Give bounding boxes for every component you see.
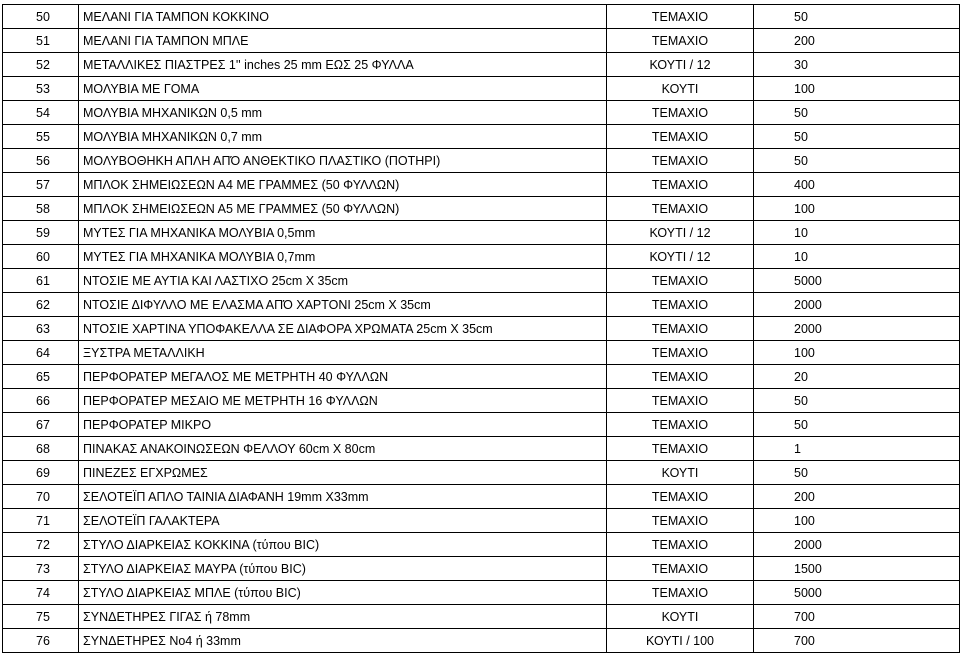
table-row <box>3 245 960 269</box>
item-description-cell: ΜΕΛΑΝΙ ΓΙΑ ΤΑΜΠΟΝ ΜΠΛΕ <box>79 29 607 53</box>
row-number-cell: 71 <box>3 509 79 533</box>
table-row <box>3 341 960 365</box>
row-number-cell: 58 <box>3 197 79 221</box>
table-row <box>3 317 960 341</box>
item-description-cell: ΜΟΛΥΒΙΑ ΜΕ ΓΟΜΑ <box>79 77 607 101</box>
unit-cell: ΤΕΜΑΧΙΟ <box>607 437 754 461</box>
unit-cell: ΤΕΜΑΧΙΟ <box>607 125 754 149</box>
row-number-cell: 68 <box>3 437 79 461</box>
unit-cell: ΤΕΜΑΧΙΟ <box>607 389 754 413</box>
quantity-cell: 1500 <box>754 557 960 581</box>
row-number-cell: 63 <box>3 317 79 341</box>
unit-cell: ΤΕΜΑΧΙΟ <box>607 101 754 125</box>
unit-cell: ΚΟΥΤΙ / 12 <box>607 221 754 245</box>
quantity-cell: 5000 <box>754 581 960 605</box>
quantity-cell: 50 <box>754 5 960 29</box>
table-row <box>3 101 960 125</box>
table-row <box>3 149 960 173</box>
item-description-cell: ΝΤΟΣΙΕ ΜΕ ΑΥΤΙΑ ΚΑΙ ΛΑΣΤΙΧΟ 25cm X 35cm <box>79 269 607 293</box>
table-row <box>3 437 960 461</box>
row-number-cell: 54 <box>3 101 79 125</box>
row-number-cell: 55 <box>3 125 79 149</box>
item-description-cell: ΣΥΝΔΕΤΗΡΕΣ Νο4 ή 33mm <box>79 629 607 653</box>
quantity-cell: 100 <box>754 197 960 221</box>
row-number-cell: 69 <box>3 461 79 485</box>
item-description-cell: ΜΟΛΥΒΟΘΗΚΗ ΑΠΛΗ ΑΠΌ ΑΝΘΕΚΤΙΚΟ ΠΛΑΣΤΙΚΟ (ΠΟΤΗΡΙ) <box>79 149 607 173</box>
quantity-cell: 20 <box>754 365 960 389</box>
table-row <box>3 629 960 653</box>
quantity-cell: 100 <box>754 509 960 533</box>
quantity-cell: 2000 <box>754 533 960 557</box>
row-number-cell: 75 <box>3 605 79 629</box>
quantity-cell: 5000 <box>754 269 960 293</box>
unit-cell: ΤΕΜΑΧΙΟ <box>607 557 754 581</box>
unit-cell: ΤΕΜΑΧΙΟ <box>607 413 754 437</box>
table-row <box>3 173 960 197</box>
row-number-cell: 67 <box>3 413 79 437</box>
unit-cell: ΤΕΜΑΧΙΟ <box>607 5 754 29</box>
row-number-cell: 70 <box>3 485 79 509</box>
table-row <box>3 197 960 221</box>
row-number-cell: 74 <box>3 581 79 605</box>
item-description-cell: ΜΕΤΑΛΛΙΚΕΣ ΠΙΑΣΤΡΕΣ 1'' inches 25 mm ΕΩΣ 25 ΦΥΛΛΑ <box>79 53 607 77</box>
item-description-cell: ΣΤΥΛΟ ΔΙΑΡΚΕΙΑΣ ΚΟΚΚΙΝΑ (τύπου BIC) <box>79 533 607 557</box>
item-description-cell: ΠΙΝΕΖΕΣ ΕΓΧΡΩΜΕΣ <box>79 461 607 485</box>
row-number-cell: 52 <box>3 53 79 77</box>
row-number-cell: 57 <box>3 173 79 197</box>
table-row <box>3 389 960 413</box>
table-row <box>3 485 960 509</box>
quantity-cell: 10 <box>754 245 960 269</box>
row-number-cell: 62 <box>3 293 79 317</box>
quantity-cell: 2000 <box>754 317 960 341</box>
unit-cell: ΤΕΜΑΧΙΟ <box>607 509 754 533</box>
item-description-cell: ΜΠΛΟΚ ΣΗΜΕΙΩΣΕΩΝ Α4 ΜΕ ΓΡΑΜΜΕΣ (50 ΦΥΛΛΩΝ) <box>79 173 607 197</box>
item-description-cell: ΜΕΛΑΝΙ ΓΙΑ ΤΑΜΠΟΝ ΚΟΚΚΙΝΟ <box>79 5 607 29</box>
unit-cell: ΤΕΜΑΧΙΟ <box>607 533 754 557</box>
quantity-cell: 2000 <box>754 293 960 317</box>
table-row <box>3 365 960 389</box>
row-number-cell: 76 <box>3 629 79 653</box>
quantity-cell: 200 <box>754 29 960 53</box>
item-description-cell: ΠΕΡΦΟΡΑΤΕΡ ΜΙΚΡΟ <box>79 413 607 437</box>
item-description-cell: ΝΤΟΣΙΕ ΧΑΡΤΙΝΑ ΥΠΟΦΑΚΕΛΛΑ ΣΕ ΔΙΑΦΟΡΑ ΧΡΩΜΑΤΑ 25cm X 35cm <box>79 317 607 341</box>
quantity-cell: 50 <box>754 389 960 413</box>
unit-cell: ΚΟΥΤΙ <box>607 461 754 485</box>
unit-cell: ΚΟΥΤΙ <box>607 605 754 629</box>
unit-cell: ΚΟΥΤΙ / 12 <box>607 53 754 77</box>
item-description-cell: ΝΤΟΣΙΕ ΔΙΦΥΛΛΟ ΜΕ ΕΛΑΣΜΑ ΑΠΌ ΧΑΡΤΟΝΙ 25cm X 35cm <box>79 293 607 317</box>
item-description-cell: ΣΕΛΟΤΕΪΠ ΑΠΛΟ ΤΑΙΝΙΑ ΔΙΑΦΑΝΗ 19mm X33mm <box>79 485 607 509</box>
item-description-cell: ΜΠΛΟΚ ΣΗΜΕΙΩΣΕΩΝ Α5 ΜΕ ΓΡΑΜΜΕΣ (50 ΦΥΛΛΩΝ) <box>79 197 607 221</box>
item-description-cell: ΣΤΥΛΟ ΔΙΑΡΚΕΙΑΣ ΜΑΥΡΑ (τύπου BIC) <box>79 557 607 581</box>
table-row <box>3 53 960 77</box>
quantity-cell: 50 <box>754 413 960 437</box>
unit-cell: ΤΕΜΑΧΙΟ <box>607 317 754 341</box>
unit-cell: ΤΕΜΑΧΙΟ <box>607 365 754 389</box>
unit-cell: ΤΕΜΑΧΙΟ <box>607 485 754 509</box>
quantity-cell: 30 <box>754 53 960 77</box>
row-number-cell: 65 <box>3 365 79 389</box>
table-row <box>3 509 960 533</box>
table-row <box>3 29 960 53</box>
table-row <box>3 581 960 605</box>
table-row <box>3 5 960 29</box>
quantity-cell: 50 <box>754 149 960 173</box>
row-number-cell: 53 <box>3 77 79 101</box>
row-number-cell: 64 <box>3 341 79 365</box>
item-description-cell: ΣΕΛΟΤΕΪΠ ΓΑΛΑΚΤΕΡΑ <box>79 509 607 533</box>
quantity-cell: 700 <box>754 629 960 653</box>
unit-cell: ΤΕΜΑΧΙΟ <box>607 197 754 221</box>
quantity-cell: 100 <box>754 341 960 365</box>
table-row <box>3 413 960 437</box>
unit-cell: ΤΕΜΑΧΙΟ <box>607 173 754 197</box>
row-number-cell: 66 <box>3 389 79 413</box>
row-number-cell: 73 <box>3 557 79 581</box>
items-table-body <box>3 5 960 653</box>
unit-cell: ΚΟΥΤΙ <box>607 77 754 101</box>
item-description-cell: ΣΤΥΛΟ ΔΙΑΡΚΕΙΑΣ ΜΠΛΕ (τύπου BIC) <box>79 581 607 605</box>
row-number-cell: 59 <box>3 221 79 245</box>
item-description-cell: ΜΥΤΕΣ ΓΙΑ ΜΗΧΑΝΙΚΑ ΜΟΛΥΒΙΑ 0,5mm <box>79 221 607 245</box>
quantity-cell: 50 <box>754 101 960 125</box>
item-description-cell: ΞΥΣΤΡΑ ΜΕΤΑΛΛΙΚΗ <box>79 341 607 365</box>
row-number-cell: 51 <box>3 29 79 53</box>
items-table <box>2 4 960 653</box>
unit-cell: ΤΕΜΑΧΙΟ <box>607 29 754 53</box>
item-description-cell: ΠΕΡΦΟΡΑΤΕΡ ΜΕΣΑΙΟ ΜΕ ΜΕΤΡΗΤΗ 16 ΦΥΛΛΩΝ <box>79 389 607 413</box>
item-description-cell: ΣΥΝΔΕΤΗΡΕΣ ΓΙΓΑΣ ή 78mm <box>79 605 607 629</box>
quantity-cell: 400 <box>754 173 960 197</box>
unit-cell: ΤΕΜΑΧΙΟ <box>607 581 754 605</box>
item-description-cell: ΠΙΝΑΚΑΣ ΑΝΑΚΟΙΝΩΣΕΩΝ ΦΕΛΛΟΥ 60cm X 80cm <box>79 437 607 461</box>
quantity-cell: 50 <box>754 125 960 149</box>
item-description-cell: ΠΕΡΦΟΡΑΤΕΡ ΜΕΓΑΛΟΣ ΜΕ ΜΕΤΡΗΤΗ 40 ΦΥΛΛΩΝ <box>79 365 607 389</box>
table-row <box>3 125 960 149</box>
table-row <box>3 221 960 245</box>
table-row <box>3 605 960 629</box>
table-row <box>3 533 960 557</box>
unit-cell: ΚΟΥΤΙ / 12 <box>607 245 754 269</box>
quantity-cell: 1 <box>754 437 960 461</box>
row-number-cell: 72 <box>3 533 79 557</box>
row-number-cell: 61 <box>3 269 79 293</box>
table-row <box>3 293 960 317</box>
unit-cell: ΚΟΥΤΙ / 100 <box>607 629 754 653</box>
row-number-cell: 60 <box>3 245 79 269</box>
table-row <box>3 461 960 485</box>
quantity-cell: 700 <box>754 605 960 629</box>
row-number-cell: 56 <box>3 149 79 173</box>
quantity-cell: 10 <box>754 221 960 245</box>
row-number-cell: 50 <box>3 5 79 29</box>
item-description-cell: ΜΥΤΕΣ ΓΙΑ ΜΗΧΑΝΙΚΑ ΜΟΛΥΒΙΑ 0,7mm <box>79 245 607 269</box>
table-row <box>3 77 960 101</box>
table-row <box>3 557 960 581</box>
table-row <box>3 269 960 293</box>
unit-cell: ΤΕΜΑΧΙΟ <box>607 293 754 317</box>
unit-cell: ΤΕΜΑΧΙΟ <box>607 149 754 173</box>
quantity-cell: 200 <box>754 485 960 509</box>
quantity-cell: 100 <box>754 77 960 101</box>
unit-cell: ΤΕΜΑΧΙΟ <box>607 341 754 365</box>
item-description-cell: ΜΟΛΥΒΙΑ ΜΗΧΑΝΙΚΩΝ 0,5 mm <box>79 101 607 125</box>
quantity-cell: 50 <box>754 461 960 485</box>
item-description-cell: ΜΟΛΥΒΙΑ ΜΗΧΑΝΙΚΩΝ 0,7 mm <box>79 125 607 149</box>
unit-cell: ΤΕΜΑΧΙΟ <box>607 269 754 293</box>
